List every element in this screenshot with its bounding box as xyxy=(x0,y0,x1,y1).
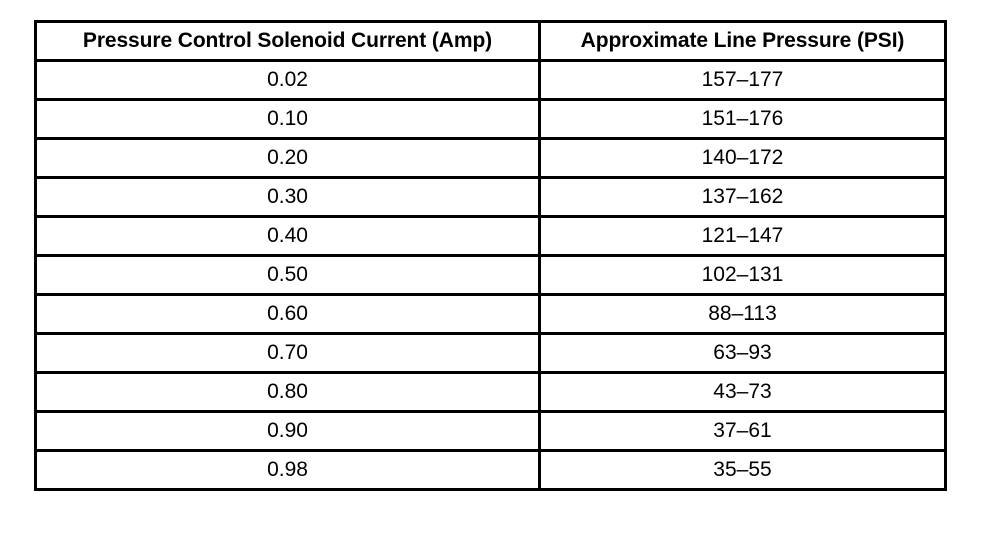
cell-pressure: 140–172 xyxy=(540,139,946,178)
cell-pressure: 35–55 xyxy=(540,451,946,490)
table-row xyxy=(36,295,946,334)
cell-current: 0.30 xyxy=(36,178,540,217)
table-row xyxy=(36,334,946,373)
cell-pressure: 137–162 xyxy=(540,178,946,217)
cell-current: 0.70 xyxy=(36,334,540,373)
table-row xyxy=(36,61,946,100)
cell-pressure: 102–131 xyxy=(540,256,946,295)
cell-current: 0.20 xyxy=(36,139,540,178)
cell-pressure: 43–73 xyxy=(540,373,946,412)
cell-current: 0.90 xyxy=(36,412,540,451)
table-row xyxy=(36,451,946,490)
table-row xyxy=(36,412,946,451)
pressure-table-container xyxy=(34,20,944,491)
cell-pressure: 37–61 xyxy=(540,412,946,451)
table-row xyxy=(36,217,946,256)
pressure-table xyxy=(34,20,947,491)
cell-pressure: 157–177 xyxy=(540,61,946,100)
cell-current: 0.80 xyxy=(36,373,540,412)
cell-pressure: 63–93 xyxy=(540,334,946,373)
cell-current: 0.98 xyxy=(36,451,540,490)
cell-pressure: 151–176 xyxy=(540,100,946,139)
table-header-row xyxy=(36,22,946,61)
cell-current: 0.40 xyxy=(36,217,540,256)
cell-current: 0.10 xyxy=(36,100,540,139)
table-row xyxy=(36,178,946,217)
header-line-pressure: Approximate Line Pressure (PSI) xyxy=(540,22,946,61)
cell-pressure: 88–113 xyxy=(540,295,946,334)
cell-current: 0.60 xyxy=(36,295,540,334)
table-row xyxy=(36,373,946,412)
cell-pressure: 121–147 xyxy=(540,217,946,256)
header-solenoid-current: Pressure Control Solenoid Current (Amp) xyxy=(36,22,540,61)
table-row xyxy=(36,139,946,178)
table-row xyxy=(36,100,946,139)
cell-current: 0.02 xyxy=(36,61,540,100)
cell-current: 0.50 xyxy=(36,256,540,295)
table-row xyxy=(36,256,946,295)
